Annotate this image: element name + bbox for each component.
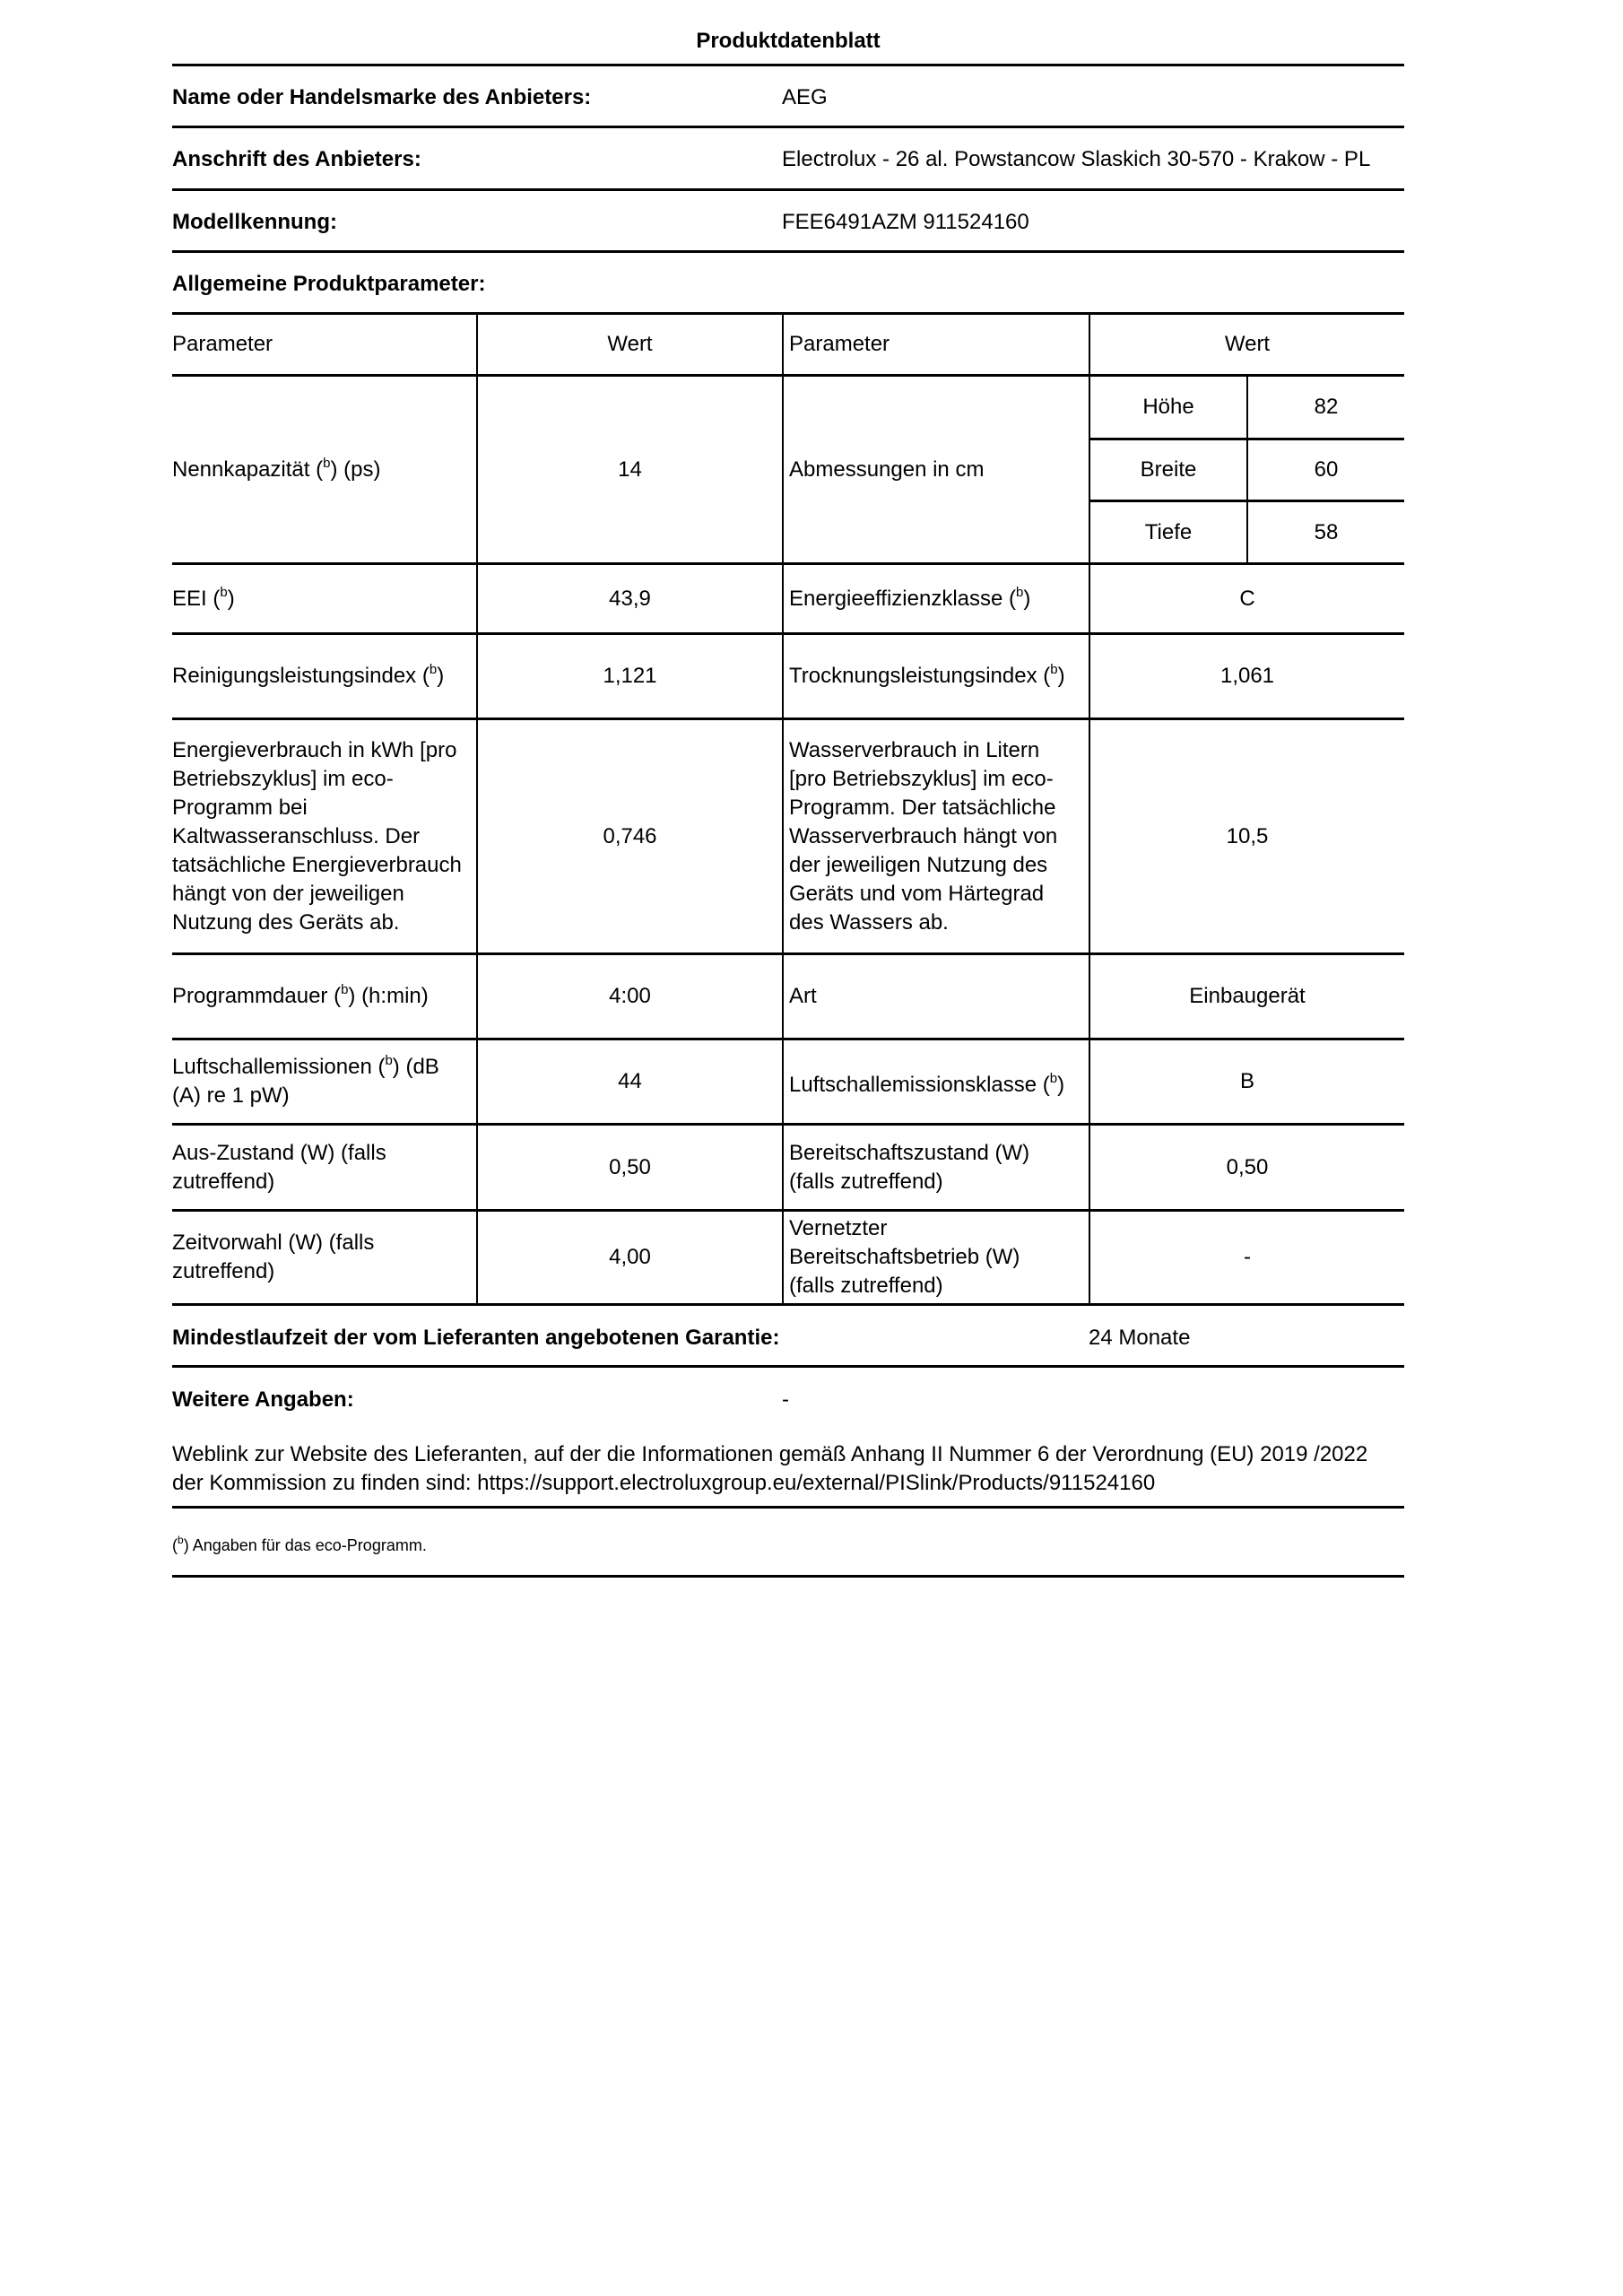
- divider: [172, 64, 1404, 66]
- divider: [172, 250, 1404, 253]
- dimension-name-depth: Tiefe: [1144, 519, 1193, 544]
- row-label-cleaning-index: Reinigungsleistungsindex ($^b$): [172, 662, 445, 688]
- row-value-capacity: 14: [618, 457, 642, 482]
- row-value-drying-index: 1,061: [1219, 664, 1275, 688]
- row-label-drying-index: Trocknungsleistungsindex ($^b$): [789, 662, 1065, 688]
- footnote: ($^b$) Angaben für das eco-Programm.: [172, 1534, 427, 1554]
- weblink-text: Weblink zur Website des Lieferanten, auf der die Informationen gemäß Anhang II Nummer 6 der Verordnung (EU) 2019 /2022 der Kommission zu finden sind: https://support.electroluxgroup.eu/external/PISlink/Products/911524160: [172, 1442, 1368, 1495]
- dimension-value-width: 60: [1314, 457, 1339, 482]
- divider: [172, 1506, 1404, 1509]
- row-label-delay-start: Zeitvorwahl (W) (falls zutreffend): [172, 1231, 375, 1283]
- divider: [172, 188, 1404, 191]
- row-label-energy-consumption: Energieverbrauch in kWh [pro Betriebszyklus] im eco-Programm bei Kaltwasseranschluss. Der tatsächliche Energieverbrauch hängt von der jeweiligen Nutzung des Geräts ab.: [172, 737, 462, 935]
- row-value-networked-standby: -: [1244, 1245, 1251, 1269]
- row-value-eei: 43,9: [609, 586, 651, 611]
- row-value-energy-class: C: [1239, 586, 1255, 611]
- row-value-delay-start: 4,00: [609, 1245, 651, 1269]
- row-value-program-duration: 4:00: [609, 984, 651, 1008]
- row-value-water-consumption: 10,5: [1226, 823, 1269, 848]
- model-label: Modellkennung:: [172, 210, 337, 234]
- general-params-heading: Allgemeine Produktparameter:: [172, 272, 486, 296]
- row-label-eei: EEI ($^b$): [172, 584, 235, 611]
- row-label-noise-emission: Luftschallemissionen ($^b$) (dB (A) re 1 pW): [172, 1053, 439, 1108]
- header-parameter: Parameter: [789, 331, 890, 356]
- divider: [172, 1365, 1404, 1368]
- header-parameter: Parameter: [172, 331, 273, 356]
- row-label-energy-class: Energieeffizienzklasse ($^b$): [789, 584, 1031, 611]
- row-value-noise-class: B: [1239, 1069, 1254, 1093]
- row-value-type: Einbaugerät: [1189, 984, 1306, 1008]
- row-label-water-consumption: Wasserverbrauch in Litern [pro Betriebszyklus] im eco-Programm. Der tatsächliche Wasserverbrauch hängt von der jeweiligen Nutzung des Geräts und vom Härtegrad des Wassers ab.: [789, 737, 1058, 935]
- row-value-off-mode: 0,50: [609, 1154, 651, 1179]
- further-info-label: Weitere Angaben:: [172, 1387, 354, 1412]
- header-value: Wert: [1224, 331, 1271, 356]
- row-label-standby: Bereitschaftszustand (W) (falls zutreffend): [789, 1140, 1030, 1194]
- dimension-name-width: Breite: [1140, 457, 1197, 482]
- dimension-name-height: Höhe: [1142, 395, 1194, 419]
- page-title: Produktdatenblatt: [696, 29, 881, 53]
- footer-divider: [172, 1575, 1404, 1578]
- header-value: Wert: [607, 331, 653, 356]
- row-label-program-duration: Programmdauer ($^b$) (h:min): [172, 982, 429, 1008]
- divider: [172, 126, 1404, 128]
- guarantee-label: Mindestlaufzeit der vom Lieferanten angebotenen Garantie:: [172, 1326, 780, 1350]
- row-label-networked-standby: Vernetzter Bereitschaftsbetrieb (W) (falls zutreffend): [789, 1216, 1020, 1298]
- table-bottom-border: [172, 1303, 1404, 1306]
- row-value-standby: 0,50: [1226, 1154, 1269, 1179]
- row-label-off-mode: Aus-Zustand (W) (falls zutreffend): [172, 1140, 386, 1194]
- supplier-name-value: AEG: [782, 85, 828, 109]
- row-value-noise-emission: 44: [618, 1069, 642, 1093]
- row-value-energy-consumption: 0,746: [603, 823, 657, 848]
- supplier-address-label: Anschrift des Anbieters:: [172, 147, 421, 171]
- row-label-noise-class: Luftschallemissionsklasse ($^b$): [789, 1071, 1065, 1097]
- row-value-cleaning-index: 1,121: [603, 664, 657, 688]
- row-label-dimensions: Abmessungen in cm: [789, 457, 985, 482]
- supplier-name-label: Name oder Handelsmarke des Anbieters:: [172, 85, 592, 109]
- supplier-address-value: Electrolux - 26 al. Powstancow Slaskich 30-570 - Krakow - PL: [782, 147, 1371, 171]
- model-value: FEE6491AZM 911524160: [782, 210, 1029, 234]
- row-label-type: Art: [789, 984, 817, 1008]
- guarantee-value: 24 Monate: [1089, 1326, 1191, 1350]
- dimension-value-depth: 58: [1314, 519, 1339, 544]
- row-label-capacity: Nennkapazität ($^b$) (ps): [172, 455, 381, 482]
- table-col-divider: [782, 313, 784, 1304]
- further-info-value: -: [782, 1387, 789, 1412]
- dimension-value-height: 82: [1314, 395, 1339, 419]
